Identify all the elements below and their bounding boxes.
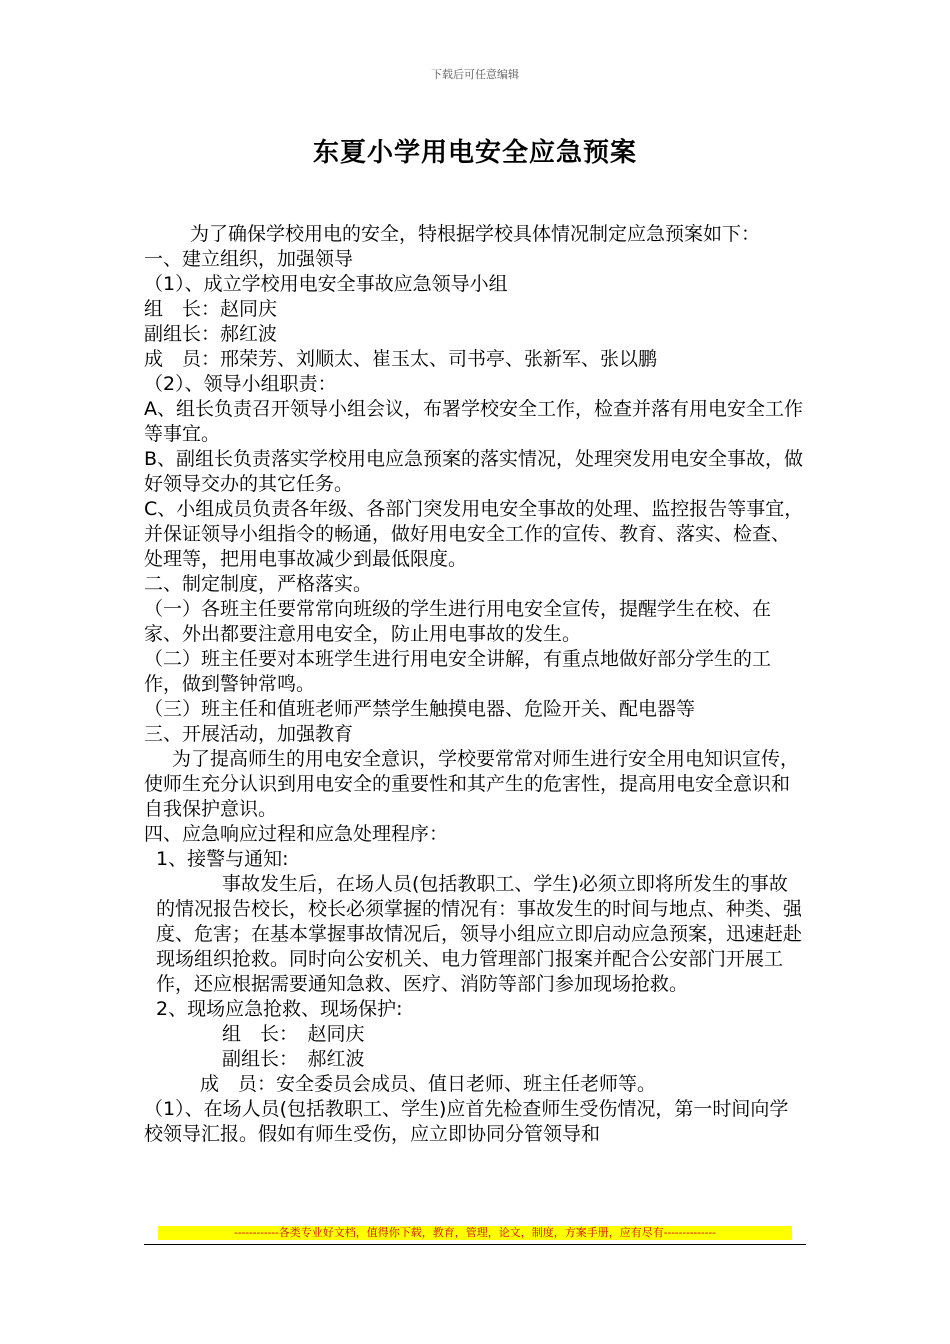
- duty-c: C、小组成员负责各年级、各部门突发用电安全事故的处理、监控报告等事宜，并保证领导小组指令的畅通，做好用电安全工作的宣传、教育、落实、检查、处理等，把用电事故减少到最低限度。: [144, 498, 804, 570]
- subsection-2: （2）、领导小组职责：: [144, 373, 337, 395]
- subsection-1: （1）、成立学校用电安全事故应急领导小组: [144, 273, 508, 295]
- duty-b: B、副组长负责落实学校用电应急预案的落实情况，处理突发用电安全事故，做好领导交办的其它任务。: [144, 448, 804, 495]
- leader-line: 组 长：赵同庆: [144, 298, 278, 320]
- rescue-deputy-line: 副组长： 郝红波: [222, 1048, 365, 1070]
- members-line: 成 员：邢荣芳、刘顺太、崔玉太、司书亭、张新军、张以鹏: [144, 348, 658, 370]
- page-header: 下载后可任意编辑: [431, 68, 519, 81]
- rescue-members-line: 成 员：安全委员会成员、值日老师、班主任老师等。: [200, 1073, 657, 1095]
- document-body: [144, 222, 806, 1147]
- rule-3: （三）班主任和值班老师严禁学生触摸电器、危险开关、配电器等: [144, 698, 696, 720]
- deputy-leader-line: 副组长：郝红波: [144, 323, 278, 345]
- footer-divider: [144, 1244, 806, 1245]
- document-title: 东夏小学用电安全应急预案: [312, 138, 637, 168]
- education-paragraph: 为了提高师生的用电安全意识，学校要常常对师生进行安全用电知识宣传，使师生充分认识到用电安全的重要性和其产生的危害性，提高用电安全意识和自我保护意识。: [144, 748, 800, 820]
- section-heading-1: 一、建立组织，加强领导: [144, 248, 354, 270]
- step-1-heading: 1、接警与通知:: [156, 848, 289, 870]
- step-1-body: 事故发生后，在场人员(包括教职工、学生)必须立即将所发生的事故的情况报告校长，校长必须掌握的情况有：事故发生的时间与地点、种类、强度、危害；在基本掌握事故情况后，领导小组应立即启动应急预案，迅速赶赴现场组织抢救。同时向公安机关、电力管理部门报案并配合公安部门开展工作，还应根据需要通知急救、医疗、消防等部门参加现场抢救。: [156, 873, 803, 995]
- section-heading-3: 三、开展活动，加强教育: [144, 723, 354, 745]
- intro-paragraph: 为了确保学校用电的安全，特根据学校具体情况制定应急预案如下：: [190, 223, 761, 245]
- step-2-heading: 2、现场应急抢救、现场保护:: [156, 998, 403, 1020]
- duty-a: A、组长负责召开领导小组会议，布署学校安全工作，检查并落有用电安全工作等事宜。: [144, 398, 803, 445]
- page-footer: ------------各类专业好文档，值得你下载，教育，管理，论文，制度，方案手册，应有尽有--------------: [234, 1226, 716, 1239]
- step-2-item-1: （1）、在场人员(包括教职工、学生)应首先检查师生受伤情况，第一时间向学校领导汇报。假如有师生受伤，应立即协同分管领导和: [144, 1098, 789, 1145]
- section-heading-4: 四、应急响应过程和应急处理程序：: [144, 823, 449, 845]
- section-heading-2: 二、制定制度，严格落实。: [144, 573, 373, 595]
- rule-1: （一）各班主任要常常向班级的学生进行用电安全宣传，提醒学生在校、在家、外出都要注意用电安全，防止用电事故的发生。: [144, 598, 772, 645]
- rule-2: （二）班主任要对本班学生进行用电安全讲解，有重点地做好部分学生的工作，做到警钟常鸣。: [144, 648, 772, 695]
- rescue-leader-line: 组 长： 赵同庆: [222, 1023, 365, 1045]
